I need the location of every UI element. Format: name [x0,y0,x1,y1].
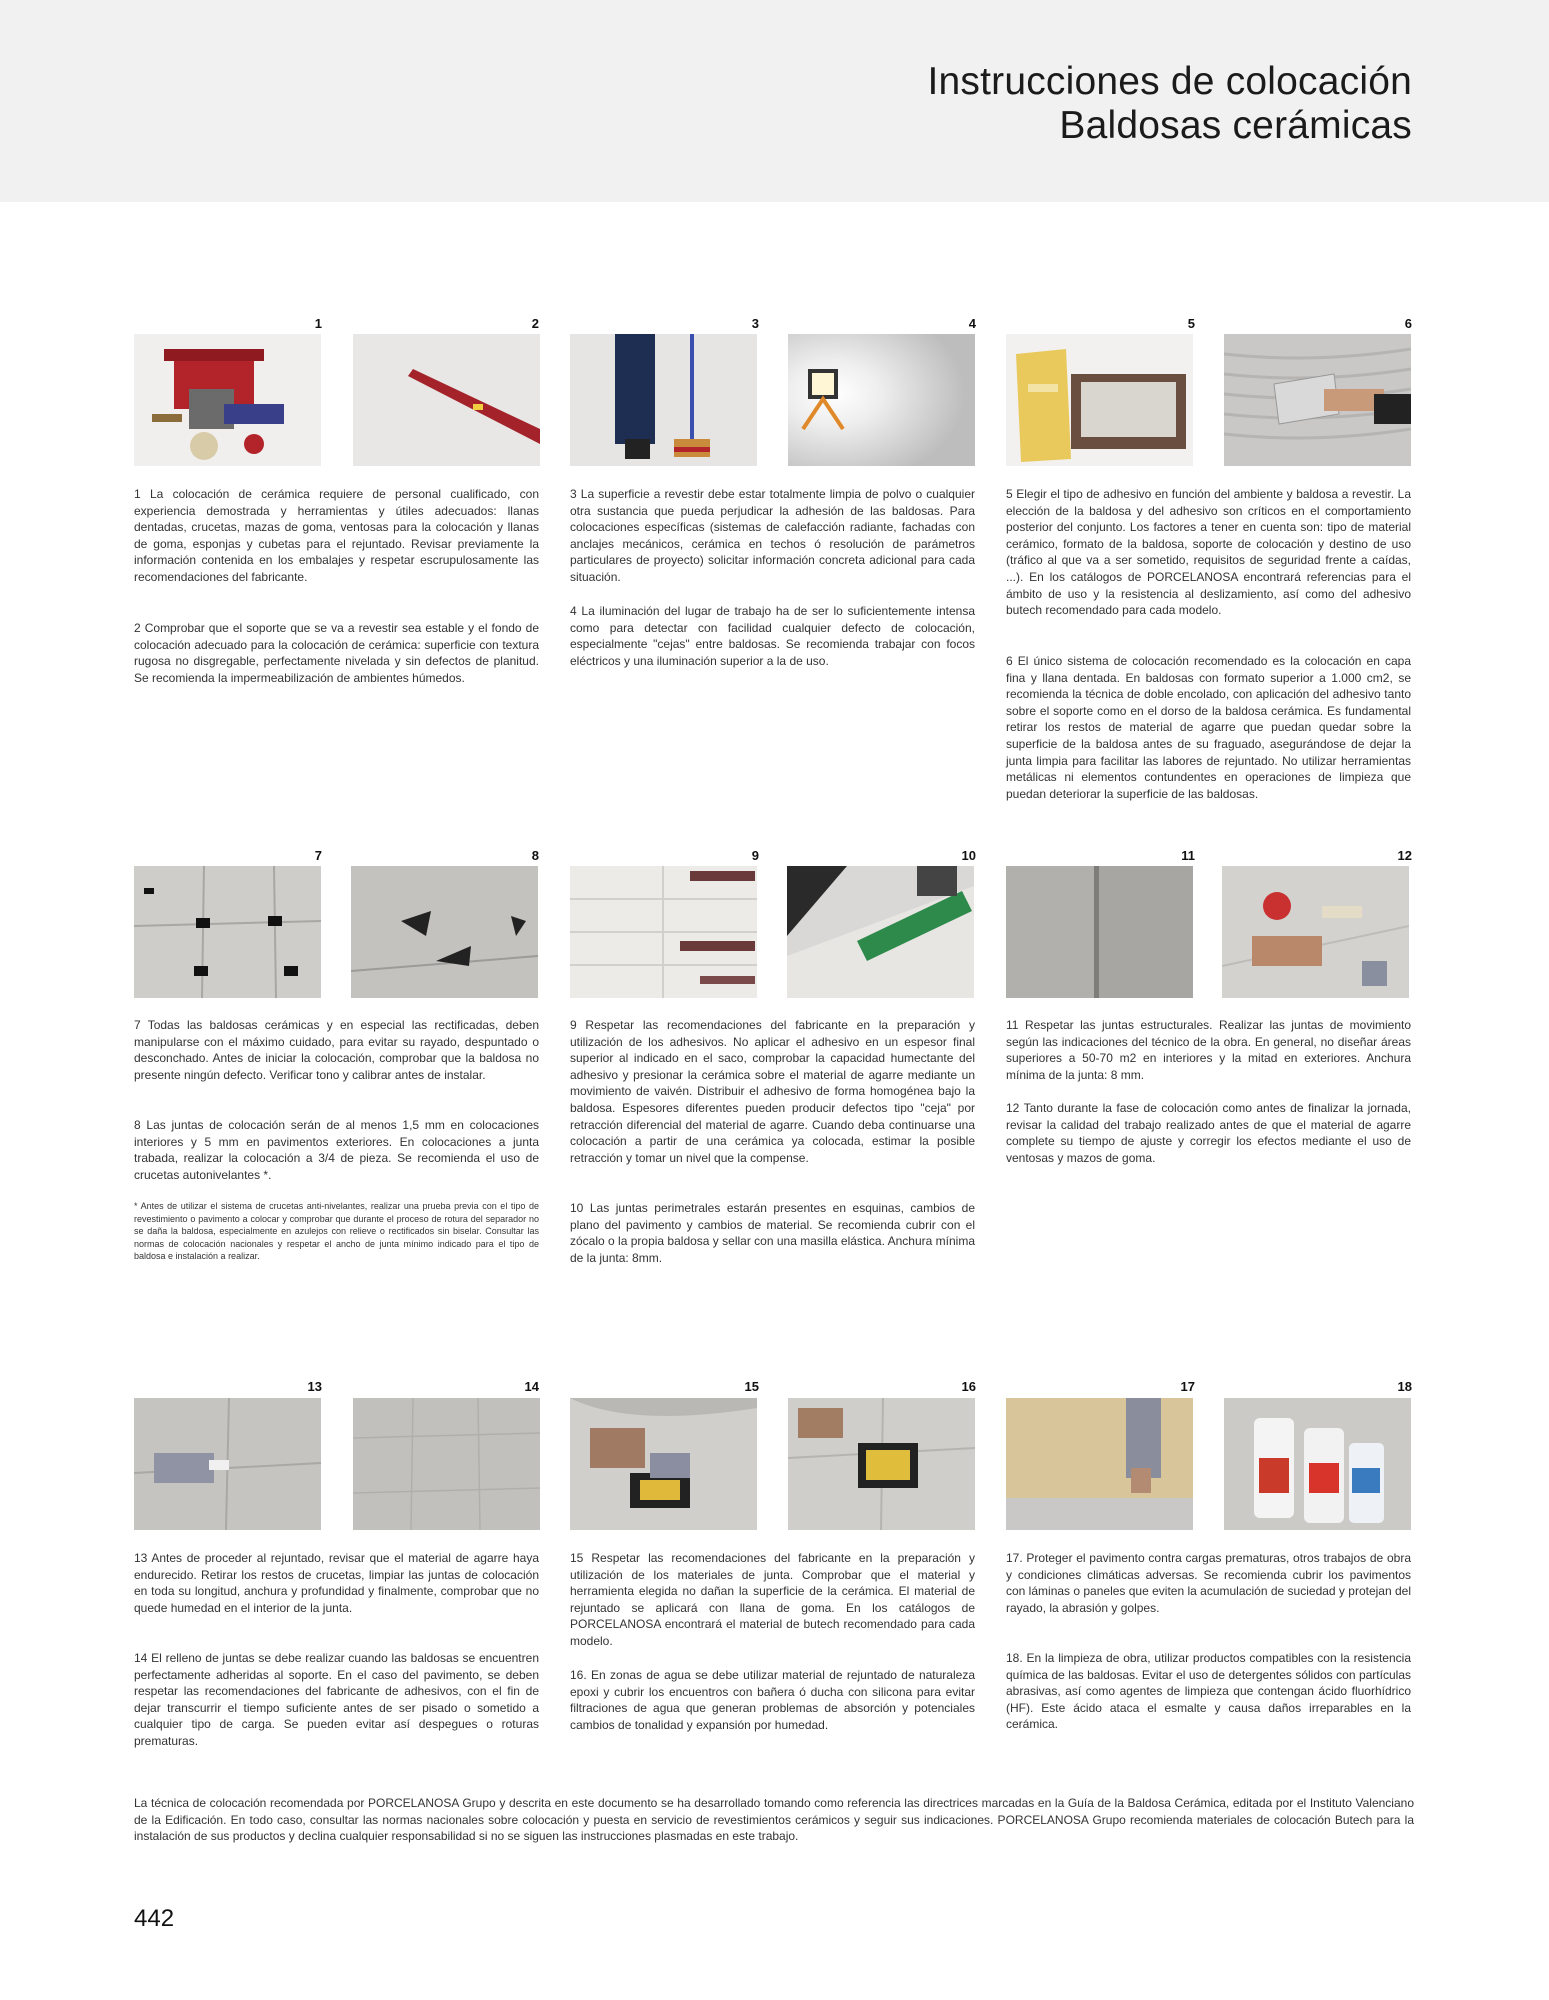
page-title: Instrucciones de colocación [927,60,1412,103]
page-subtitle: Baldosas cerámicas [1059,104,1412,147]
step-text: 18. En la limpieza de obra, utilizar productos compatibles con la resistencia química de las baldosas. Evitar el uso de detergentes sólidos con partículas abrasivas, así como agentes de limpieza que contengan ácido fluorhídrico (HF). Este ácido ataca el esmalte y causa daños irreparables en la cerámica. [1006,1651,1411,1732]
photo-adhesive-bag [1006,334,1193,466]
page-number: 442 [134,1905,175,1932]
step-number: 18 [1397,1379,1412,1394]
step-number: 11 [1181,848,1195,863]
step-text: 9 Respetar las recomendaciones del fabricante en la preparación y utilización de los adhesivos. No aplicar el adhesivo en un espesor final superior al indicado en el saco, comprobar la capacidad humectante del adhesivo y presionar la cerámica sobre el material de agarre mediante un movimiento de vaivén. Distribuir el adhesivo de forma homogénea bajo la baldosa. Espesores diferentes pueden producir defectos tipo "ceja" por retracción diferencial del material de agarre. Cuando deba continuarse una colocación a partir de una cerámica ya colocada, estimar la posible retracción y tomar un nivel que la compense. [570,1018,975,1165]
photo-level-on-floor [353,334,540,466]
photo-epoxy-grout [788,1398,975,1530]
step-number: 10 [961,848,976,863]
step-number: 9 [751,848,759,863]
step-number: 6 [1404,316,1412,331]
footnote: * Antes de utilizar el sistema de crucetas anti-nivelantes, realizar una prueba previa con el tipo de revestimiento o pavimento a colocar y comprobar que durante el proceso de rotura del separador no se daña la baldosa, especialmente en azulejos con relieve o rectificados sin biselar. Consultar las normas de colocación nacionales y respetar el ancho de junta mínimo indicado para el tipo de baldosa e instalación a realizar. [134,1201,539,1262]
step-number: 14 [524,1379,539,1394]
step-text: 6 El único sistema de colocación recomendado es la colocación en capa fina y llana dentada. En baldosas con formato superior a 1.000 cm2, se recomienda la técnica de doble encolado, con aplicación del adhesivo tanto sobre el soporte como en el dorso de la baldosa cerámica. Es fundamental retirar los restos de material de agarre que puedan quedar sobre la superficie de la baldosa antes de su fraguado, asegurándose de dejar la junta limpia para facilitar las labores de rejuntado. No utilizar herramientas metálicas ni elementos contundentes en operaciones de limpieza que puedan deteriorar la superficie de las baldosas. [1006,654,1411,801]
step-text: 3 La superficie a revestir debe estar totalmente limpia de polvo o cualquier otra sustancia que pueda perjudicar la adhesión de las baldosas. Para colocaciones específicas (sistemas de calefacción radiante, fachadas con anclajes mecánicos, cerámica en techos ó resolución de parámetros particulares de proyecto) solicitar información concreta adicional para cada situación. [570,487,975,584]
step-text: 13 Antes de proceder al rejuntado, revisar que el material de agarre haya endurecido. Retirar los restos de crucetas, limpiar las juntas de colocación en toda su longitud, anchura y profundidad y finalmente, comprobar que no quede humedad en el interior de la junta. [134,1551,539,1615]
step-number: 4 [968,316,976,331]
step-text: 12 Tanto durante la fase de colocación como antes de finalizar la jornada, revisar la calidad del trabajo realizado antes de que el material de agarre complete su tiempo de ajuste y corregir los efectos mediante el uso de ventosas y mazos de goma. [1006,1101,1411,1165]
step-number: 17 [1180,1379,1195,1394]
step-text: 2 Comprobar que el soporte que se va a revestir sea estable y el fondo de colocación adecuado para la colocación de cerámica: superficie con textura rugosa no disgregable, perfectamente nivelada y sin defectos de planitud. Se recomienda la impermeabilización de ambientes húmedos. [134,621,539,685]
photo-protect-floor [1006,1398,1193,1530]
photo-clean-joints [134,1398,321,1530]
photo-work-light [788,334,975,466]
step-text: 8 Las juntas de colocación serán de al menos 1,5 mm en colocaciones interiores y 5 mm en pavimentos exteriores. En colocaciones a junta trabada, realizar la colocación a 3/4 de pieza. Se recomienda el uso de crucetas autonivelantes *. [134,1118,539,1182]
step-text: 1 La colocación de cerámica requiere de personal cualificado, con experiencia demostrada y herramientas y útiles adecuados: llanas dentadas, crucetas, mazas de goma, ventosas para la colocación y llanas de goma, esponjas y cubetas para el rejuntado. Revisar previamente la información contenida en los embalajes y respetar escrupulosamente las recomendaciones del fabricante. [134,487,539,584]
photo-wedges [351,866,538,998]
step-text: 11 Respetar las juntas estructurales. Realizar las juntas de movimiento según las indicaciones del técnico de la obra. En general, no diseñar áreas superiores a 50-70 m2 en interiores y la mitad en exteriores. Anchura mínima de la junta: 8 mm. [1006,1018,1411,1082]
step-text: 17. Proteger el pavimento contra cargas prematuras, otros trabajos de obra y condiciones climáticas adversas. Se recomienda cubrir los pavimentos con láminas o paneles que eviten la acumulación de suciedad y protejan del rayado, la abrasión y golpes. [1006,1551,1411,1615]
footer-disclaimer: La técnica de colocación recomendada por PORCELANOSA Grupo y descrita en este documento se ha desarrollado tomando como referencia las directrices marcadas en la Guía de la Baldosa Cerámica, editada por el Instituto Valenciano de la Edificación. En todo caso, consultar las normas nacionales sobre colocación y puesta en servicio de revestimientos cerámicos y seguir sus indicaciones. PORCELANOSA Grupo recomienda materiales de colocación Butech para la instalación de sus productos y declina cualquier responsabilidad si no se siguen las instrucciones plasmadas en este trabajo. [134,1796,1414,1843]
step-text: 15 Respetar las recomendaciones del fabricante en la preparación y utilización de los materiales de junta. Comprobar que el material y herramienta elegida no dañan la superficie de la cerámica. El material de rejuntado se aplicará con llana de goma. En los catálogos de PORCELANOSA encontrará el material de butech recomendado para cada modelo. [570,1551,975,1648]
photo-grout-float [570,1398,757,1530]
step-text: 5 Elegir el tipo de adhesivo en función del ambiente y baldosa a revestir. La elección de la baldosa y del adhesivo son críticos en el comportamiento posterior del conjunto. Los factores a tener en cuenta son: tipo de material cerámico, formato de la baldosa, soporte de colocación y destino de uso (tráfico al que va a ser sometido, requisitos de seguridad frente a caídas, ...). En los catálogos de PORCELANOSA encontrará referencias para el ámbito de uso y la resistencia al deslizamiento, así como del adhesivo butech recomendado para cada modelo. [1006,487,1411,618]
step-number: 16 [961,1379,976,1394]
photo-rubber-mallet [1222,866,1409,998]
step-number: 3 [751,316,759,331]
photo-silicone-gun [787,866,974,998]
step-number: 15 [744,1379,759,1394]
step-number: 5 [1187,316,1195,331]
step-number: 13 [307,1379,322,1394]
step-number: 8 [531,848,539,863]
step-text: 14 El relleno de juntas se debe realizar cuando las baldosas se encuentren perfectamente adheridas al soporte. En el caso del pavimento, se deben respetar las recomendaciones del fabricante de adhesivos, con el fin de dejar transcurrir el tiempo suficiente antes de ser pisado o sometido a cualquier tipo de carga. Se pueden evitar así despegues o roturas prematuras. [134,1651,539,1748]
photo-finished-floor [353,1398,540,1530]
step-number: 2 [531,316,539,331]
photo-cleaning-products [1224,1398,1411,1530]
photo-tools-kit [134,334,321,466]
step-number: 7 [314,848,322,863]
photo-wall-tiles [570,866,757,998]
step-number: 1 [314,316,322,331]
step-text: 7 Todas las baldosas cerámicas y en especial las rectificadas, deben manipularse con el máximo cuidado, para evitar su rayado, despuntado o desconchado. Antes de iniciar la colocación, comprobar que la baldosa no presente ningún defecto. Verificar tono y calibrar antes de instalar. [134,1018,539,1082]
step-text: 10 Las juntas perimetrales estarán presentes en esquinas, cambios de plano del pavimento y cambios de material. Se recomienda cubrir con el zócalo o la propia baldosa y sellar con una masilla elástica. Anchura mínima de la junta: 8mm. [570,1201,975,1265]
photo-notched-trowel [1224,334,1411,466]
header-band [0,0,1549,202]
step-text: 16. En zonas de agua se debe utilizar material de rejuntado de naturaleza epoxi y cubrir los encuentros con bañera ó ducha con silicona para evitar filtraciones de agua que generan problemas de absorción y potenciales cambios de tonalidad y expansión por humedad. [570,1668,975,1732]
step-number: 12 [1397,848,1412,863]
photo-floor-joint [1006,866,1193,998]
step-text: 4 La iluminación del lugar de trabajo ha de ser lo suficientemente intensa como para detectar con facilidad cualquier defecto de colocación, especialmente "cejas" entre baldosas. Se recomienda trabajar con focos eléctricos y una iluminación superior a la de uso. [570,604,975,668]
photo-sweeping-floor [570,334,757,466]
photo-tile-spacers [134,866,321,998]
